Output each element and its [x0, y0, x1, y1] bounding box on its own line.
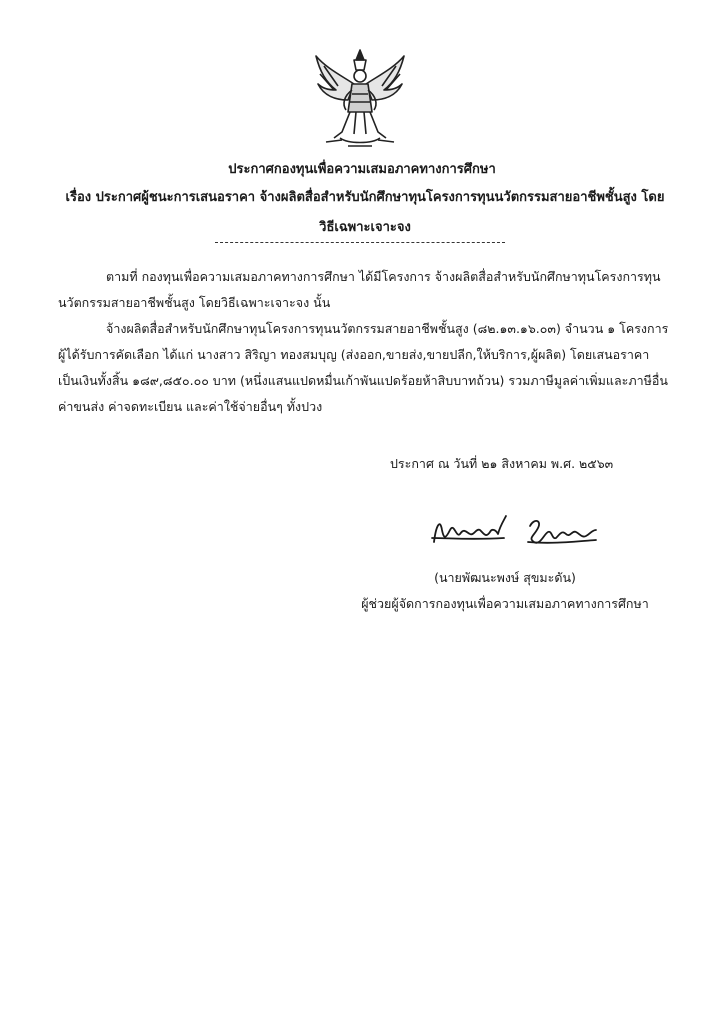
announcement-date: ประกาศ ณ วันที่ ๒๑ สิงหาคม พ.ศ. ๒๕๖๓	[390, 456, 614, 471]
announcement-title: ประกาศกองทุนเพื่อความเสมอภาคทางการศึกษา	[228, 162, 496, 177]
garuda-emblem-icon	[312, 46, 408, 150]
signature-image	[430, 508, 600, 552]
announcement-subject: เรื่อง ประกาศผู้ชนะการเสนอราคา จ้างผลิตสื่อสำหรับนักศึกษาทุนโครงการทุนนวัตกรรมสายอาชีพชั้นสูง โดยวิธีเฉพาะเจาะจง	[65, 190, 665, 235]
body-paragraph-2: จ้างผลิตสื่อสำหรับนักศึกษาทุนโครงการทุนนวัตกรรมสายอาชีพชั้นสูง (๘๒.๑๓.๑๖.๐๓) จำนวน ๑ โครงการ ผู้ได้รับการคัดเลือก ได้แก่ นางสาว สิริญา ทองสมบุญ (ส่งออก,ขายส่ง,ขายปลีก,ให้บริการ,ผู้ผลิต) โดยเสนอราคา เป็นเงินทั้งสิ้น ๑๘๙,๘๕๐.๐๐ บาท (หนึ่งแสนแปดหมื่นเก้าพันแปดร้อยห้าสิบบาทถ้วน) รวมภาษีมูลค่าเพิ่มและภาษีอื่น ค่าขนส่ง ค่าจดทะเบียน และค่าใช้จ่ายอื่นๆ ทั้งปวง	[58, 321, 669, 414]
signer-name: (นายพัฒนะพงษ์ สุขมะดัน)	[434, 570, 576, 585]
divider	[215, 242, 505, 243]
signer-position: ผู้ช่วยผู้จัดการกองทุนเพื่อความเสมอภาคทางการศึกษา	[361, 596, 649, 611]
body-paragraph-1: ตามที่ กองทุนเพื่อความเสมอภาคทางการศึกษา ได้มีโครงการ จ้างผลิตสื่อสำหรับนักศึกษาทุนโครงการทุนนวัตกรรมสายอาชีพชั้นสูง โดยวิธีเฉพาะเจาะจง นั้น	[58, 269, 661, 310]
